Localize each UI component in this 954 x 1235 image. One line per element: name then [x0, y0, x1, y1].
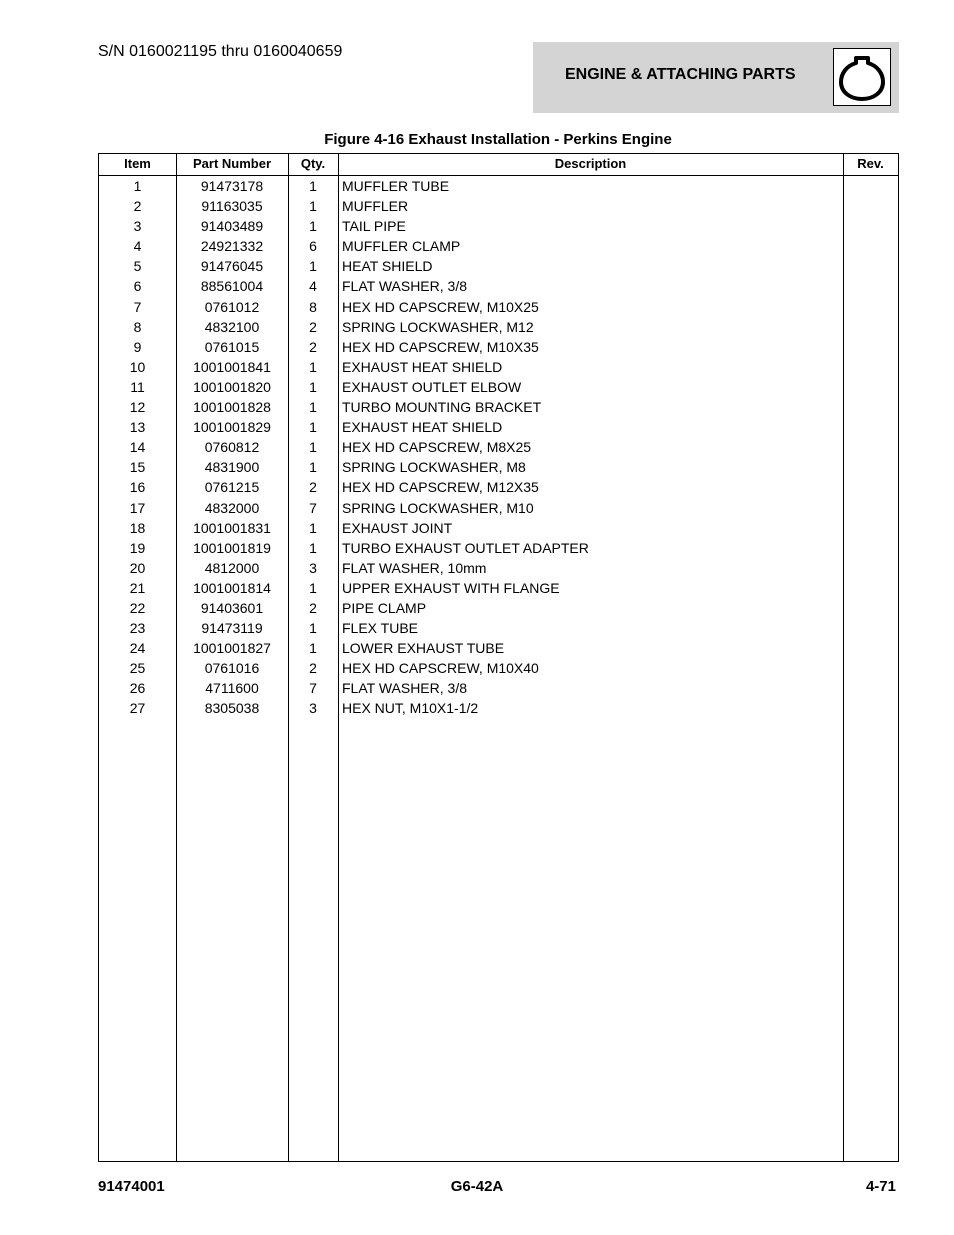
- qty-cell: 1: [309, 439, 317, 456]
- table-row: [99, 176, 898, 196]
- part-number-cell: 4711600: [205, 680, 259, 697]
- part-number-cell: 88561004: [200, 278, 264, 295]
- item-cell: 11: [130, 378, 145, 395]
- table-row: [99, 236, 898, 256]
- section-header: [533, 42, 899, 113]
- part-number-cell: 1001001819: [193, 539, 271, 556]
- description-cell: SPRING LOCKWASHER, M12: [342, 318, 534, 335]
- table-row: [99, 658, 898, 678]
- item-cell: 25: [129, 660, 146, 677]
- item-cell: 5: [133, 258, 142, 275]
- footer-model: G6-42A: [450, 1178, 504, 1195]
- description-cell: HEX HD CAPSCREW, M10X25: [342, 298, 539, 315]
- figure-title: Figure 4-16 Exhaust Installation - Perkins Engine: [324, 131, 672, 148]
- qty-cell: 1: [309, 620, 317, 637]
- part-number-cell: 91473178: [200, 178, 264, 194]
- item-cell: 9: [133, 338, 142, 355]
- description-cell: SPRING LOCKWASHER, M10: [342, 499, 534, 516]
- table-row: [99, 256, 898, 276]
- description-cell: PIPE CLAMP: [342, 599, 427, 616]
- part-number-cell: 0761016: [204, 660, 260, 677]
- item-cell: 27: [129, 700, 146, 717]
- qty-cell: 2: [309, 660, 317, 677]
- table-row: [99, 216, 898, 236]
- table-row: [99, 498, 898, 518]
- table-row: [99, 276, 898, 296]
- item-cell: 8: [133, 318, 142, 335]
- description-cell: EXHAUST HEAT SHIELD: [342, 358, 503, 375]
- qty-cell: 4: [309, 278, 317, 295]
- table-row: [99, 558, 898, 578]
- part-number-cell: 1001001820: [193, 378, 271, 395]
- item-cell: 23: [129, 620, 146, 637]
- table-row: [99, 196, 898, 216]
- section-title: ENGINE & ATTACHING PARTS: [565, 66, 796, 83]
- item-cell: 1: [133, 178, 142, 194]
- part-number-cell: 91403489: [200, 218, 264, 235]
- table-row: [99, 457, 898, 477]
- qty-cell: 1: [309, 579, 317, 596]
- description-cell: HEX HD CAPSCREW, M8X25: [342, 439, 532, 456]
- item-cell: 2: [133, 198, 142, 215]
- table-row: [99, 317, 898, 337]
- item-cell: 15: [129, 459, 146, 476]
- part-number-cell: 0761015: [204, 338, 260, 355]
- item-cell: 19: [129, 539, 146, 556]
- item-cell: 22: [129, 599, 146, 616]
- table-row: [99, 598, 898, 618]
- table-row: [99, 538, 898, 558]
- part-number-cell: 1001001841: [193, 358, 271, 375]
- part-number-cell: 4832000: [204, 499, 260, 516]
- description-cell: MUFFLER TUBE: [342, 178, 450, 194]
- table-row: [99, 397, 898, 417]
- item-cell: 10: [129, 358, 146, 375]
- part-number-cell: 0760812: [204, 439, 260, 456]
- part-number-cell: 24921332: [200, 238, 264, 255]
- description-cell: EXHAUST JOINT: [342, 519, 453, 536]
- part-number-cell: 4812000: [204, 559, 260, 576]
- qty-cell: 1: [309, 258, 317, 275]
- qty-cell: 2: [309, 318, 317, 335]
- description-cell: FLAT WASHER, 3/8: [342, 680, 467, 697]
- description-cell: HEX HD CAPSCREW, M10X40: [342, 660, 539, 677]
- description-cell: HEX NUT, M10X1-1/2: [342, 700, 479, 717]
- footer-page-number: 4-71: [865, 1178, 896, 1195]
- description-cell: LOWER EXHAUST TUBE: [342, 640, 505, 657]
- qty-cell: 2: [309, 479, 317, 496]
- table-row: [99, 578, 898, 598]
- part-number-cell: 0761215: [204, 479, 260, 496]
- qty-cell: 1: [309, 399, 317, 416]
- serial-number-range: S/N 0160021195 thru 0160040659: [98, 43, 343, 60]
- qty-cell: 2: [309, 338, 317, 355]
- parts-table: [98, 153, 899, 1162]
- qty-cell: 1: [309, 358, 317, 375]
- item-cell: 13: [129, 419, 146, 436]
- item-cell: 17: [129, 499, 146, 516]
- table-row: [99, 618, 898, 638]
- description-cell: UPPER EXHAUST WITH FLANGE: [342, 579, 560, 596]
- table-row: [99, 518, 898, 538]
- description-cell: HEX HD CAPSCREW, M10X35: [342, 338, 539, 355]
- qty-cell: 1: [309, 539, 317, 556]
- part-number-cell: 1001001827: [193, 640, 271, 657]
- table-body: [99, 176, 898, 719]
- item-cell: 4: [133, 238, 142, 255]
- qty-cell: 1: [309, 178, 317, 194]
- table-row: [99, 437, 898, 457]
- table-row: [99, 638, 898, 658]
- qty-cell: 8: [309, 298, 317, 315]
- table-row: [99, 297, 898, 317]
- item-cell: 26: [129, 680, 146, 697]
- column-header-item: Item: [124, 156, 151, 171]
- part-number-cell: 91403601: [200, 599, 264, 616]
- engine-icon: [833, 48, 891, 106]
- table-row: [99, 357, 898, 377]
- qty-cell: 3: [309, 559, 317, 576]
- item-cell: 24: [129, 640, 146, 657]
- item-cell: 20: [129, 559, 146, 576]
- part-number-cell: 1001001829: [193, 419, 271, 436]
- description-cell: HEX HD CAPSCREW, M12X35: [342, 479, 539, 496]
- item-cell: 14: [129, 439, 146, 456]
- description-cell: FLEX TUBE: [342, 620, 418, 637]
- part-number-cell: 91473119: [201, 620, 263, 637]
- qty-cell: 1: [309, 459, 317, 476]
- description-cell: EXHAUST OUTLET ELBOW: [342, 378, 522, 395]
- item-cell: 21: [129, 579, 146, 596]
- column-header-description: Description: [554, 156, 627, 171]
- description-cell: SPRING LOCKWASHER, M8: [342, 459, 526, 476]
- description-cell: FLAT WASHER, 10mm: [342, 559, 487, 576]
- description-cell: MUFFLER CLAMP: [342, 238, 461, 255]
- item-cell: 16: [129, 479, 146, 496]
- item-cell: 7: [133, 298, 142, 315]
- part-number-cell: 1001001831: [193, 519, 271, 536]
- part-number-cell: 0761012: [204, 298, 260, 315]
- item-cell: 3: [133, 218, 142, 235]
- part-number-cell: 91476045: [200, 258, 264, 275]
- part-number-cell: 4832100: [204, 318, 260, 335]
- part-number-cell: 8305038: [204, 700, 260, 717]
- table-row: [99, 678, 898, 698]
- column-header-part-number: Part Number: [192, 156, 272, 171]
- qty-cell: 3: [309, 700, 317, 717]
- part-number-cell: 4831900: [204, 459, 260, 476]
- description-cell: EXHAUST HEAT SHIELD: [342, 419, 503, 436]
- item-cell: 18: [129, 519, 146, 536]
- part-number-cell: 91163035: [201, 198, 263, 215]
- qty-cell: 1: [309, 640, 317, 657]
- qty-cell: 7: [309, 499, 317, 516]
- qty-cell: 6: [309, 238, 317, 255]
- description-cell: FLAT WASHER, 3/8: [342, 278, 467, 295]
- table-row: [99, 477, 898, 497]
- description-cell: HEAT SHIELD: [342, 258, 433, 275]
- item-cell: 12: [129, 399, 146, 416]
- table-row: [99, 377, 898, 397]
- table-row: [99, 698, 898, 718]
- table-row: [99, 417, 898, 437]
- footer-part-number: 91474001: [98, 1178, 165, 1195]
- item-cell: 6: [133, 278, 142, 295]
- column-header-rev: Rev.: [857, 156, 884, 171]
- description-cell: TURBO EXHAUST OUTLET ADAPTER: [342, 539, 589, 556]
- qty-cell: 7: [309, 680, 317, 697]
- qty-cell: 1: [309, 198, 317, 215]
- qty-cell: 2: [309, 599, 317, 616]
- table-row: [99, 337, 898, 357]
- qty-cell: 1: [309, 378, 317, 395]
- part-number-cell: 1001001814: [193, 579, 271, 596]
- description-cell: MUFFLER: [342, 198, 409, 215]
- qty-cell: 1: [309, 519, 317, 536]
- qty-cell: 1: [309, 218, 317, 235]
- part-number-cell: 1001001828: [193, 399, 271, 416]
- description-cell: TURBO MOUNTING BRACKET: [342, 399, 542, 416]
- column-header-qty: Qty.: [300, 156, 326, 171]
- qty-cell: 1: [309, 419, 317, 436]
- description-cell: TAIL PIPE: [342, 218, 406, 235]
